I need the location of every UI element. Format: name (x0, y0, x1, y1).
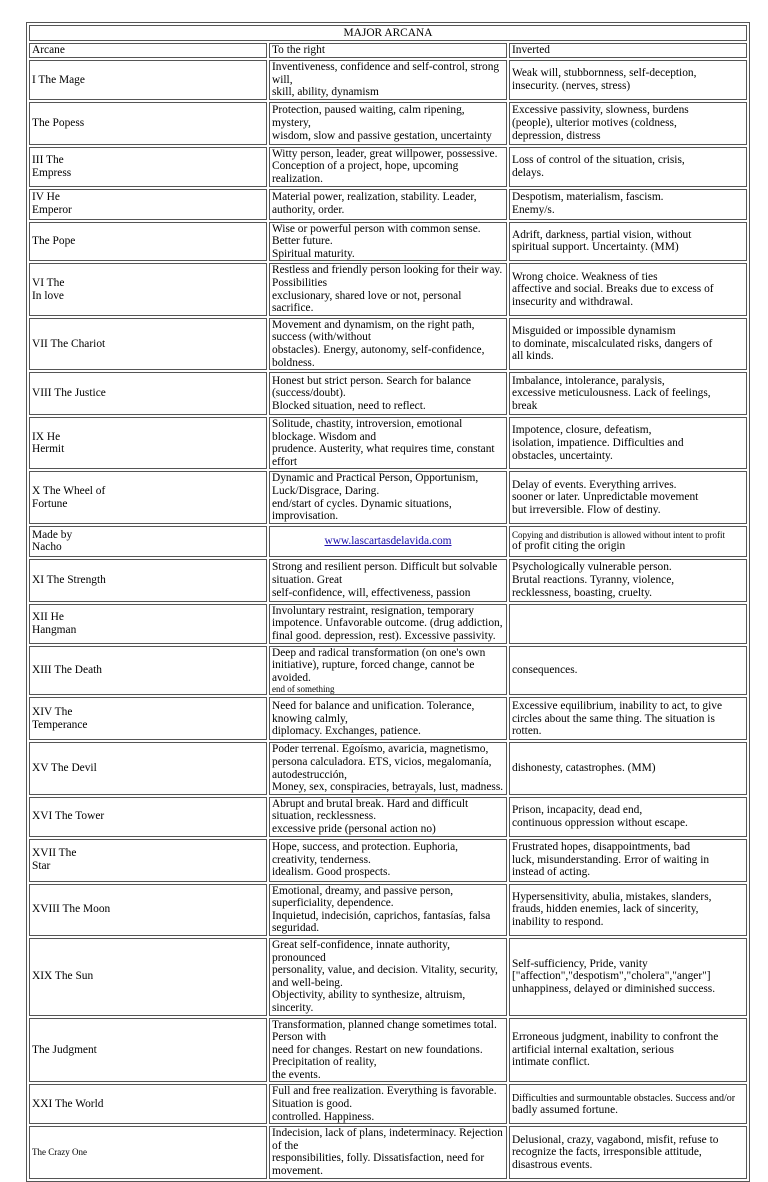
cell-line: consequences. (512, 664, 578, 677)
major-arcana-table (26, 22, 750, 1182)
cell-line: Transformation, planned change sometimes total. Person with (272, 1018, 497, 1044)
arcane-name-cell (29, 263, 267, 315)
cell-line: XIII The Death (32, 664, 103, 677)
table-row (29, 1018, 747, 1083)
cell-line: Witty person, leader, great willpower, possessive. (272, 147, 498, 160)
cell-line: need for changes. Restart on new foundations. Precipitation of reality, (272, 1043, 483, 1069)
cell-line: Made by (32, 528, 73, 541)
cell-line: Excessive equilibrium, inability to act, to give (512, 700, 723, 713)
table-row (29, 222, 747, 262)
cell-line: Brutal reactions. Tyranny, violence, (512, 574, 675, 587)
meaning-inverted-cell (509, 526, 747, 557)
cell-line: VI The (32, 276, 65, 289)
cell-line: Need for balance and unification. Tolerance, knowing calmly, (272, 700, 475, 725)
cell-line: Solitude, chastity, introversion, emotional blockage. Wisdom and (272, 418, 463, 443)
cell-line: to dominate, miscalculated risks, dangers of (512, 337, 713, 350)
meaning-inverted-cell (509, 839, 747, 882)
cell-line: In love (32, 289, 64, 302)
cell-line: Honest but strict person. Search for balance (success/doubt). (272, 374, 471, 400)
cell-line: insecurity and withdrawal. (512, 295, 634, 308)
cell-line: XIX The Sun (32, 970, 94, 983)
cell-line: exclusionary, shared love or not, personal sacrifice. (272, 289, 462, 315)
meaning-right-cell (269, 559, 507, 602)
meaning-right-cell (269, 1018, 507, 1083)
meaning-right-cell (269, 797, 507, 837)
cell-line: Hope, success, and protection. Euphoria, creativity, tenderness. (272, 841, 458, 866)
meaning-right-cell (269, 222, 507, 262)
header-right: To the right (269, 43, 507, 58)
meaning-right-cell (269, 839, 507, 882)
cell-line: badly assumed fortune. (512, 1103, 618, 1116)
header-row (29, 43, 747, 58)
cell-line: VIII The Justice (32, 387, 106, 400)
cell-line: Protection, paused waiting, calm ripening, mystery, (272, 104, 465, 129)
table-row (29, 318, 747, 370)
cell-line: responsibilities, folly. Dissatisfaction, need for (272, 1152, 485, 1165)
cell-line: frauds, hidden enemies, lack of sincerity, (512, 903, 699, 916)
cell-line: luck, misunderstanding. Error of waiting in (512, 853, 710, 866)
cell-line: Temperance (32, 718, 88, 731)
cell-line: Psychologically vulnerable person. (512, 561, 672, 574)
meaning-right-cell (269, 646, 507, 696)
cell-line: excessive pride (personal action no) (272, 822, 436, 835)
table-row (29, 526, 747, 557)
table-row (29, 263, 747, 315)
meaning-inverted-cell (509, 938, 747, 1016)
cell-line: Erroneous judgment, inability to confront the (512, 1031, 719, 1044)
table-row (29, 742, 747, 794)
cell-line: I The Mage (32, 73, 85, 86)
cell-line: Star (32, 860, 51, 873)
cell-line: instead of acting. (512, 866, 591, 879)
cell-line: delays. (512, 166, 544, 179)
cell-line: all kinds. (512, 350, 554, 363)
cell-line: affective and social. Breaks due to excess of (512, 283, 714, 296)
cell-line: Nacho (32, 541, 62, 554)
cell-line: Indecision, lack of plans, indeterminacy. Rejection of the (272, 1127, 503, 1152)
cell-line: recklessness, boasting, cruelty. (512, 586, 653, 599)
website-link-cell (269, 526, 507, 557)
cell-line: XVIII The Moon (32, 903, 111, 916)
table-row (29, 60, 747, 100)
cell-line: XIV The (32, 706, 73, 719)
cell-line: Spiritual maturity. (272, 247, 355, 260)
table-row (29, 559, 747, 602)
arcane-name-cell (29, 102, 267, 145)
arcane-name-cell (29, 318, 267, 370)
cell-line: skill, ability, dynamism (272, 86, 379, 99)
cell-line: Copying and distribution is allowed without intent to profit (512, 530, 725, 541)
table-row (29, 1084, 747, 1124)
cell-line: Movement and dynamism, on the right path, success (with/without (272, 318, 475, 344)
table-row (29, 417, 747, 469)
cell-line: Objectivity, ability to synthesize, altruism, sincerity. (272, 989, 466, 1014)
meaning-inverted-cell (509, 471, 747, 523)
meaning-right-cell (269, 263, 507, 315)
meaning-inverted-cell (509, 102, 747, 145)
table-row (29, 147, 747, 187)
cell-line: excessive meticulousness. Lack of feelings, (512, 387, 711, 400)
cell-line: XI The Strength (32, 574, 106, 587)
cell-line: Self-sufficiency, Pride, vanity (512, 957, 648, 970)
meaning-inverted-cell (509, 559, 747, 602)
cell-line: ["affection","despotism","cholera","anger"] (512, 970, 711, 983)
meaning-inverted-cell (509, 1084, 747, 1124)
cell-line: Poder terrenal. Egoísmo, avaricia, magnetismo, persona calculadora. ETS, vicios, megalomanía, autodestrucción, (272, 743, 492, 781)
cell-line: IV He (32, 191, 60, 204)
cell-line: wisdom, slow and passive gestation, uncertainty (272, 129, 492, 142)
arcane-name-cell (29, 471, 267, 523)
cell-line: XVI The Tower (32, 810, 105, 823)
meaning-inverted-cell (509, 147, 747, 187)
cell-line: Loss of control of the situation, crisis, (512, 154, 685, 167)
cell-line: Emperor (32, 204, 72, 217)
arcane-name-cell (29, 884, 267, 936)
header-inverted: Inverted (509, 43, 747, 58)
cell-line: but irreversible. Flow of destiny. (512, 503, 661, 516)
cell-line: Wrong choice. Weakness of ties (512, 270, 658, 283)
table-row (29, 884, 747, 936)
cell-line: obstacles, uncertainty. (512, 449, 613, 462)
cell-line: (people), ulterior motives (coldness, (512, 116, 677, 129)
cell-line: XXI The World (32, 1098, 104, 1111)
cell-line: Despotism, materialism, fascism. (512, 191, 664, 204)
meaning-right-cell (269, 189, 507, 220)
meaning-right-cell (269, 372, 507, 415)
cell-line: movement. (272, 1165, 323, 1178)
table-row (29, 604, 747, 644)
cell-line: Full and free realization. Everything is favorable. Situation is good. (272, 1085, 497, 1111)
cell-line: The Popess (32, 116, 85, 129)
cell-line: Blocked situation, need to reflect. (272, 399, 426, 412)
arcane-name-cell (29, 742, 267, 794)
cell-line: XV The Devil (32, 762, 97, 775)
arcane-name-cell (29, 60, 267, 100)
cell-line: end of something (272, 684, 335, 695)
meaning-inverted-cell (509, 189, 747, 220)
cell-line: Emotional, dreamy, and passive person, superficiality, dependence. (272, 884, 454, 910)
arcane-name-cell (29, 222, 267, 262)
arcane-name-cell (29, 417, 267, 469)
meaning-right-cell (269, 60, 507, 100)
meaning-inverted-cell (509, 222, 747, 262)
table-row (29, 372, 747, 415)
arcane-name-cell (29, 372, 267, 415)
meaning-inverted-cell (509, 697, 747, 740)
meaning-inverted-cell (509, 1126, 747, 1178)
cell-line: controlled. Happiness. (272, 1110, 375, 1123)
cell-line: final good. depression, rest). Excessive passivity. (272, 630, 496, 643)
table-row (29, 938, 747, 1016)
cell-line: X The Wheel of (32, 485, 106, 498)
arcane-name-cell (29, 839, 267, 882)
cell-line: Delay of events. Everything arrives. (512, 478, 677, 491)
cell-line: Empress (32, 166, 72, 179)
cell-line: continuous oppression without escape. (512, 816, 688, 829)
cell-line: circles about the same thing. The situation is (512, 712, 715, 725)
cell-line: The Judgment (32, 1043, 97, 1056)
cell-line: Deep and radical transformation (on one's own initiative), rupture, forced change, cannot be avoided. (272, 646, 486, 684)
cell-line: disastrous events. (512, 1158, 593, 1171)
meaning-right-cell (269, 884, 507, 936)
meaning-right-cell (269, 417, 507, 469)
cell-line: end/start of cycles. Dynamic situations, improvisation. (272, 497, 452, 523)
cell-line: Dynamic and Practical Person, Opportunism, Luck/Disgrace, Daring. (272, 472, 479, 498)
cell-line: the events. (272, 1068, 321, 1081)
meaning-inverted-cell (509, 742, 747, 794)
cell-line: Wise or powerful person with common sense. Better future. (272, 222, 481, 248)
cell-line: personality, value, and decision. Vitality, security, and well-being. (272, 964, 498, 989)
table-row (29, 797, 747, 837)
cell-line: Money, sex, conspiracies, betrayals, lust, madness. (272, 781, 504, 794)
cell-line: rotten. (512, 725, 542, 738)
meaning-inverted-cell (509, 263, 747, 315)
arcane-name-cell (29, 189, 267, 220)
title-row (29, 25, 747, 41)
cell-line: prudence. Austerity, what requires time, constant effort (272, 443, 495, 468)
cell-line: Material power, realization, stability. Leader, authority, order. (272, 191, 477, 217)
meaning-right-cell (269, 471, 507, 523)
cell-line: diplomacy. Exchanges, patience. (272, 725, 421, 738)
cell-line: artificial internal exaltation, serious (512, 1043, 674, 1056)
cell-line: Imbalance, intolerance, paralysis, (512, 374, 665, 387)
arcane-name-cell (29, 559, 267, 602)
cell-line: Hermit (32, 443, 65, 456)
cell-line: of profit citing the origin (512, 540, 626, 553)
cell-line: Frustrated hopes, disappointments, bad (512, 841, 691, 854)
cell-line: Inquietud, indecisión, caprichos, fantasías, falsa seguridad. (272, 909, 491, 935)
arcane-name-cell (29, 1018, 267, 1083)
cell-line: Impotence, closure, defeatism, (512, 424, 652, 437)
cell-line: inability to respond. (512, 916, 604, 929)
cell-line: isolation, impatience. Difficulties and (512, 436, 684, 449)
cell-line: Conception of a project, hope, upcoming realization. (272, 160, 459, 185)
cell-line: Fortune (32, 497, 68, 510)
meaning-inverted-cell (509, 372, 747, 415)
header-arcane: Arcane (29, 43, 267, 58)
meaning-inverted-cell (509, 1018, 747, 1083)
cell-line: sooner or later. Unpredictable movement (512, 491, 699, 504)
cell-line: spiritual support. Uncertainty. (MM) (512, 241, 679, 254)
meaning-inverted-cell (509, 604, 747, 644)
meaning-inverted-cell (509, 60, 747, 100)
meaning-inverted-cell (509, 646, 747, 696)
meaning-right-cell (269, 102, 507, 145)
cell-line: dishonesty, catastrophes. (MM) (512, 762, 656, 775)
cell-line: unhappiness, delayed or diminished success. (512, 983, 716, 996)
cell-line: insecurity. (nerves, stress) (512, 79, 631, 92)
cell-line: IX He (32, 430, 61, 443)
cell-line: intimate conflict. (512, 1056, 590, 1069)
cell-line: Abrupt and brutal break. Hard and difficult situation, recklessness. (272, 797, 469, 823)
cell-line: Adrift, darkness, partial vision, without (512, 228, 692, 241)
arcane-name-cell (29, 938, 267, 1016)
cell-line: idealism. Good prospects. (272, 866, 391, 879)
cell-line: Enemy/s. (512, 204, 555, 217)
arcane-name-cell (29, 526, 267, 557)
meaning-right-cell (269, 697, 507, 740)
cell-line: Inventiveness, confidence and self-control, strong will, (272, 61, 500, 86)
cell-line: Weak will, stubbornness, self-deception, (512, 67, 697, 80)
table-row (29, 1126, 747, 1178)
meaning-right-cell (269, 1084, 507, 1124)
meaning-right-cell (269, 1126, 507, 1178)
table-row (29, 471, 747, 523)
cell-line: Hypersensitivity, abulia, mistakes, slanders, (512, 890, 712, 903)
cell-line: Excessive passivity, slowness, burdens (512, 104, 689, 117)
cell-line: break (512, 399, 538, 412)
table-row (29, 697, 747, 740)
table-row (29, 646, 747, 696)
cell-line: The Crazy One (32, 1147, 87, 1158)
cell-line: Delusional, crazy, vagabond, misfit, refuse to (512, 1133, 719, 1146)
cell-line: Difficulties and surmountable obstacles. Success and/or (512, 1092, 736, 1104)
meaning-inverted-cell (509, 318, 747, 370)
cell-line: Strong and resilient person. Difficult but solvable situation. Great (272, 561, 498, 587)
cell-line: The Pope (32, 235, 76, 248)
table-title: MAJOR ARCANA (29, 25, 747, 41)
table-row (29, 189, 747, 220)
cell-line: self-confidence, will, effectiveness, passion (272, 586, 471, 599)
cell-line: III The (32, 154, 64, 167)
cell-line: VII The Chariot (32, 337, 106, 350)
arcane-name-cell (29, 1126, 267, 1178)
meaning-inverted-cell (509, 417, 747, 469)
cell-line: Misguided or impossible dynamism (512, 325, 676, 338)
arcane-name-cell (29, 646, 267, 696)
arcane-name-cell (29, 797, 267, 837)
arcane-name-cell (29, 1084, 267, 1124)
arcane-name-cell (29, 697, 267, 740)
meaning-right-cell (269, 147, 507, 187)
cell-line: XII He (32, 611, 64, 624)
arcane-name-cell (29, 147, 267, 187)
cell-line: depression, distress (512, 129, 601, 142)
meaning-inverted-cell (509, 884, 747, 936)
cell-line: Prison, incapacity, dead end, (512, 804, 643, 817)
table-row (29, 102, 747, 145)
cell-line: Involuntary restraint, resignation, temporary impotence. Unfavorable outcome. (drug addiction, (272, 604, 503, 630)
meaning-right-cell (269, 938, 507, 1016)
website-link[interactable]: www.lascartasdelavida.com (324, 535, 452, 548)
meaning-right-cell (269, 742, 507, 794)
cell-line: XVII The (32, 847, 77, 860)
cell-line: Great self-confidence, innate authority, pronounced (272, 938, 450, 964)
cell-line: Restless and friendly person looking for their way. Possibilities (272, 264, 503, 289)
arcane-name-cell (29, 604, 267, 644)
cell-line: obstacles). Energy, autonomy, self-confidence, boldness. (272, 343, 485, 369)
meaning-right-cell (269, 318, 507, 370)
meaning-inverted-cell (509, 797, 747, 837)
table-row (29, 839, 747, 882)
cell-line: recognize the facts, irresponsible attitude, (512, 1146, 702, 1159)
meaning-right-cell (269, 604, 507, 644)
cell-line: Hangman (32, 623, 77, 636)
